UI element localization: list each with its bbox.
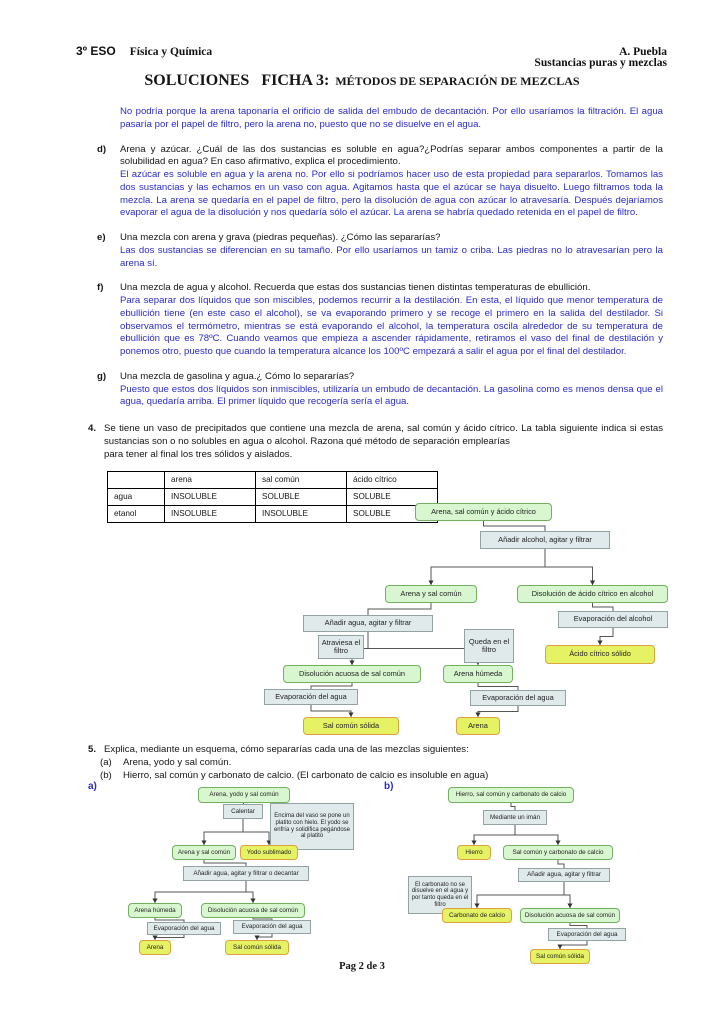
- flowchart-b: [405, 785, 685, 970]
- scheme-b-label: b): [384, 781, 394, 792]
- sub-item-letter: (b): [100, 769, 112, 781]
- table-header-cell: sal común: [256, 472, 347, 489]
- item-question: Una mezcla de gasolina y agua.¿ Cómo lo separarías?: [120, 370, 355, 382]
- item-question: Una mezcla con arena y grava (piedras pequeñas). ¿Cómo las separarías?: [120, 232, 441, 243]
- flowchart-node-bnote: El carbonato no se disuelve en el agua y por tanto queda en el filtro: [408, 876, 472, 914]
- flowchart-node-b7: Disolución acuosa de sal común: [520, 908, 620, 923]
- item-letter: g): [97, 370, 107, 382]
- question-5-sub-a: [100, 757, 670, 770]
- list-item-f: [97, 282, 663, 359]
- flowchart-node-n5: Evaporación del alcohol: [558, 611, 668, 628]
- flowchart-node-n9: Queda en el filtro: [464, 629, 514, 663]
- table-cell: INSOLUBLE: [256, 506, 347, 523]
- question-5: [88, 744, 670, 783]
- question-text: Explica, mediante un esquema, cómo separarías cada una de las mezclas siguientes:: [104, 744, 469, 755]
- flowchart-node-a5: Añadir agua, agitar y filtrar o decantar: [183, 866, 309, 881]
- author-label: A. Puebla: [619, 46, 667, 58]
- flowchart-node-b9: Sal común sólida: [530, 949, 590, 964]
- flowchart-node-a7: Disolución acuosa de sal común: [201, 903, 305, 918]
- table-header-cell: ácido cítrico: [347, 472, 438, 489]
- flowchart-node-a3: Arena y sal común: [172, 845, 236, 860]
- flowchart-node-anote: Encima del vaso se pone un platito con hielo. El yodo se enfría y solidifica pegándose al platito: [270, 803, 354, 850]
- table-cell: INSOLUBLE: [165, 506, 256, 523]
- list-item-e: [97, 232, 663, 270]
- title-part3: MÉTODOS DE SEPARACIÓN DE MEZCLAS: [335, 74, 580, 88]
- page-title: [0, 72, 724, 90]
- list-item-d: [97, 144, 663, 221]
- item-text: [120, 371, 663, 409]
- flowchart-node-n12: Evaporación del agua: [264, 689, 358, 705]
- flowchart-node-a4: Yodo sublimado: [240, 845, 298, 860]
- table-header-row: [108, 472, 438, 489]
- flowchart-node-a2: Calentar: [223, 804, 263, 819]
- flowchart-node-n6: Ácido cítrico sólido: [545, 645, 655, 664]
- flowchart-node-n13: Sal común sólida: [303, 717, 399, 735]
- sub-item-text: Arena, yodo y sal común.: [123, 756, 232, 768]
- flowchart-node-b5: Añadir agua, agitar y filtrar: [518, 868, 610, 882]
- intro-answer: No podría porque la arena taponaría el orificio de salida del embudo de decantación. Por ello usaríamos la filtración. El agua pasaría por el papel de filtro, pero la arena no, puesto que no se disuelve en el agua.: [120, 106, 663, 130]
- table-cell: INSOLUBLE: [165, 489, 256, 506]
- flowchart-node-n14: Evaporación del agua: [470, 690, 566, 706]
- flowchart-node-n11: Arena húmeda: [443, 665, 513, 683]
- flowchart-node-n3: Arena y sal común: [385, 585, 477, 603]
- flowchart-node-n2: Añadir alcohol, agitar y filtrar: [480, 531, 610, 549]
- main-text-column: [88, 106, 663, 523]
- header-left: [76, 44, 212, 58]
- flowchart-node-n1: Arena, sal común y ácido cítrico: [415, 503, 552, 521]
- flowchart-node-b8: Evaporación del agua: [548, 928, 626, 941]
- sub-item-text: Hierro, sal común y carbonato de calcio. (El carbonato de calcio es insoluble en agua): [123, 769, 489, 781]
- item-text: [120, 144, 663, 221]
- question-number: 4.: [88, 423, 97, 434]
- flowchart-node-b3: Hierro: [457, 845, 491, 860]
- flowchart-node-n10: Disolución acuosa de sal común: [283, 665, 421, 683]
- flowchart-node-a9: Evaporación del agua: [233, 920, 311, 934]
- flowchart-node-n4: Disolución de ácido cítrico en alcohol: [517, 585, 668, 603]
- item-question: Arena y azúcar. ¿Cuál de las dos sustancias es soluble en agua?¿Podrías separar ambos componentes a partir de la solubilidad en agua? En caso afirmativo, explica el procedimiento.: [120, 143, 663, 168]
- flowchart-node-a10: Arena: [139, 940, 171, 955]
- question-4-tail: para tener al final los tres sólidos y aislados.: [104, 448, 293, 460]
- item-letter: f): [97, 282, 104, 294]
- title-part1: SOLUCIONES: [144, 72, 250, 89]
- table-cell: SOLUBLE: [347, 506, 438, 523]
- flowchart-node-b4: Sal común y carbonato de calcio: [503, 845, 613, 860]
- item-question: Una mezcla de agua y alcohol. Recuerda que estas dos sustancias tienen distintas temperaturas de ebullición.: [120, 282, 591, 294]
- item-text: [120, 232, 663, 270]
- question-number: 5.: [88, 744, 97, 755]
- flowchart-node-b1: Hierro, sal común y carbonato de calcio: [448, 787, 574, 803]
- table-header-cell: [108, 472, 165, 489]
- sub-item-letter: (a): [100, 756, 112, 768]
- page-number: Pag 2 de 3: [339, 961, 385, 972]
- flowchart-node-b2: Mediante un imán: [483, 810, 547, 825]
- question-4-main: Se tiene un vaso de precipitados que contiene una mezcla de arena, sal común y ácido cítrico. La tabla siguiente indica si estas sustancias son o no solubles en agua o alcohol. Razona qué método de separación emplearías: [104, 423, 663, 447]
- row-label: agua: [108, 489, 165, 506]
- item-text: [120, 282, 663, 359]
- row-label: etanol: [108, 506, 165, 523]
- scheme-a-label: a): [88, 781, 97, 792]
- item-answer: El azúcar es soluble en agua y la arena no. Por ello si podríamos hacer uso de esta propiedad para separarlos. Tomamos las dos sustancias y las echamos en un vaso con agua. Agitamos hasta que el azúcar se haya disuelto. Luego filtramos toda la mezcla. La arena se quedaría en el papel de filtro, pero la disolución de agua con azúcar lo atravesaría. Después dejaríamos evaporar el agua de la disolución y nos quedaría sólo el azúcar. La arena se habría quedado retenida en el papel de filtro.: [120, 169, 663, 219]
- table-cell: SOLUBLE: [347, 489, 438, 506]
- flowchart-node-n8: Atraviesa el filtro: [318, 635, 364, 659]
- item-answer: Las dos sustancias se diferencian en su tamaño. Por ello usaríamos un tamiz o criba. Las piedras no lo atravesarían pero la arena sí.: [120, 244, 663, 269]
- flowchart-node-a8: Evaporación del agua: [147, 922, 221, 935]
- course-label: 3º ESO: [76, 44, 116, 58]
- item-answer: Puesto que estos dos líquidos son inmiscibles, utilizaría un embudo de decantación. La gasolina como es menos densa que el agua, quedaría arriba. El primer líquido que recogería sería el agua.: [120, 383, 663, 408]
- flowchart-node-n7: Añadir agua, agitar y filtrar: [303, 615, 433, 632]
- flowchart-q4: [260, 498, 690, 743]
- item-answer: Para separar dos líquidos que son miscibles, podemos recurrir a la destilación. En esta, el líquido que menor temperatura de ebullición tiene (en este caso el alcohol), se va evaporando primero y se recoge el primero en la salida del destilador. Si observamos el termómetro, mientras se está evaporando el alcohol, la temperatura oscila alrededor de su temperatura de ebullición que es 78ºC. Cuando veamos que empieza a ascender rápidamente, retiramos el vaso del final de destilación y ponemos otro, puesto que cuando la temperatura alcance los 100ºC empezará a salir el agua por el final del destilador.: [120, 295, 663, 357]
- item-letter: d): [97, 143, 107, 155]
- subject-label: Física y Química: [129, 46, 213, 58]
- flowchart-node-a6: Arena húmeda: [128, 903, 182, 918]
- list-item-g: [97, 371, 663, 409]
- question-5-main: [88, 744, 670, 757]
- item-letter: e): [97, 232, 106, 243]
- topic-label: Sustancias puras y mezclas: [534, 57, 667, 69]
- flowchart-node-a1: Arena, yodo y sal común: [198, 787, 290, 803]
- flowchart-node-b6: Carbonato de calcio: [442, 908, 512, 923]
- title-part2: FICHA 3:: [261, 72, 330, 89]
- page-header: [76, 44, 667, 58]
- table-cell: SOLUBLE: [256, 489, 347, 506]
- flowchart-node-n15: Arena: [456, 717, 500, 735]
- flowchart-a: [110, 785, 370, 963]
- flowchart-node-a11: Sal común sólida: [225, 940, 289, 955]
- table-header-cell: arena: [165, 472, 256, 489]
